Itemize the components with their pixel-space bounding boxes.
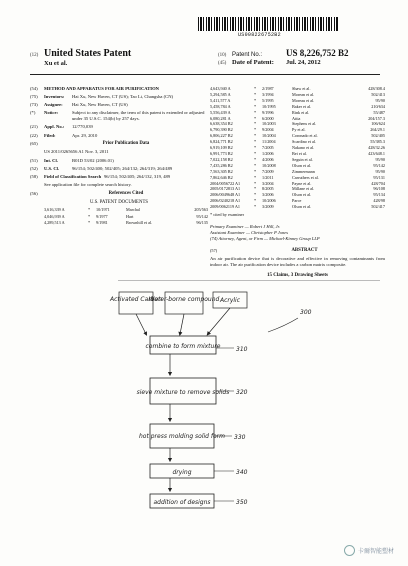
svg-text:combine to form mixture: combine to form mixture — [145, 343, 221, 350]
reference-row: 7,862,646 B2 * 1/2011 Carruthers et al. 95/131 — [210, 174, 385, 180]
examiner-line: Primary Examiner — Robert J Hill, Jr. — [210, 223, 280, 229]
barcode — [198, 17, 338, 31]
us-patent-docs-heading: U.S. PATENT DOCUMENTS — [89, 200, 149, 206]
reference-row: 2009/0062119 A1 * 3/2009 Olson et al. 502/417 — [210, 204, 385, 210]
reference-row: 6,919,109 B2 * 7/2005 Nakano et al. 428/32.26 — [210, 145, 385, 151]
field-label: Int. Cl. — [44, 157, 58, 163]
step-ref: 330 — [234, 434, 246, 441]
wechat-icon — [344, 545, 355, 556]
right-column — [210, 86, 385, 278]
field-label: Inventors: — [44, 94, 65, 100]
header-rule — [30, 74, 380, 75]
reference-row: 6,790,390 B2 * 9/2004 Py et al. 264/29.1 — [210, 127, 385, 133]
prior-pub-row: (65) Prior Publication Data — [30, 140, 150, 146]
step-hot-press — [139, 424, 246, 448]
field-value: B01D 53/02 (2006.01) — [72, 157, 114, 163]
inventor-line: Xu et al. — [44, 60, 68, 67]
drawing-divider — [118, 280, 380, 281]
field-label: Notice: — [44, 110, 59, 116]
examiner-line: (74) Attorney, Agent, or Firm — Michael-Kinney Group LLP — [210, 235, 320, 241]
code-10: (10) — [218, 53, 227, 58]
examiner-line: Assistant Examiner — Christopher P Jones — [210, 229, 289, 235]
reference-row: 6,991,773 B2 * 1/2006 Bei et al. 423/648.1 — [210, 150, 385, 156]
left-column — [30, 86, 208, 226]
reference-row: 6,824,771 B2 * 11/2004 Scardino et al. 55/385.3 — [210, 139, 385, 145]
field-row: (73) Assignee: Hai Xu, New Haven, CT (US) — [30, 102, 208, 108]
field-row: (51) Int. Cl. B01D 53/02 (2006.01) — [30, 158, 208, 164]
input-box-acrylic — [213, 292, 247, 308]
step-designs — [150, 494, 248, 508]
date-label: Date of Patent: — [232, 59, 274, 66]
header-right — [218, 48, 388, 66]
reference-row: 2006/0049648 A1 * 3/2006 Olson et al. 95/134 — [210, 192, 385, 198]
field-value: 96/154; 502/405; 264/132, 319, 489 — [104, 174, 171, 180]
reference-row: 5,458,784 A * 10/1995 Baker et al. 210/634 — [210, 103, 385, 109]
reference-row: 2006/0240218 A1 * 10/2006 Parce 428/98 — [210, 198, 385, 204]
header-left — [30, 48, 210, 67]
field-row: (52) U.S. Cl. 96/154; 502/400; 502/405; 264/132; 264/319; 264/489 — [30, 166, 208, 172]
field-label: Assignee: — [44, 102, 63, 108]
field-value: 96/154; 502/400; 502/405; 264/132; 264/319; 264/489 — [72, 165, 173, 171]
reference-row: 6,080,281 A * 6/2000 Attia 204/157.3 — [210, 115, 385, 121]
claims-summary: 15 Claims, 3 Drawing Sheets — [267, 272, 328, 278]
barcode-number: US008226752B2 — [238, 32, 281, 38]
field-value: Hai Xu, New Haven, CT (US) — [72, 102, 128, 108]
svg-text:addition of designs: addition of designs — [153, 499, 211, 506]
field-value: METHOD AND APPARATUS FOR AIR PURIFICATION — [44, 86, 159, 91]
reference-row: 5,294,585 A * 3/1994 Morean et al. 502/413 — [210, 91, 385, 97]
step-ref: 310 — [236, 346, 248, 353]
references-header: (56) References Cited — [30, 191, 144, 197]
patent-no-label: Patent No.: — [232, 52, 263, 58]
field-row: (22) Filed: Apr. 29, 2010 — [30, 133, 208, 139]
field-label: Filed: — [44, 132, 56, 138]
field-value: Apr. 29, 2010 — [72, 132, 98, 138]
reference-row: 3,616,339 A * 10/1971 Marchal 205/563 — [44, 207, 208, 213]
step-ref: 350 — [236, 499, 248, 506]
svg-text:hot press molding solid form: hot press molding solid form — [139, 433, 225, 440]
field-row: (*) Notice: Subject to any disclaimer, the term of this patent is extended or adjusted under 35 U.S.C. 154(b) by 257 days. — [30, 110, 208, 122]
step-ref: 340 — [236, 469, 248, 476]
field-row: (21) Appl. No.: 12/770,039 — [30, 124, 208, 130]
code-12: (12) — [30, 53, 39, 58]
field-row: (58) Field of Classification Search 96/154; 502/405; 264/132, 319, 489 — [30, 174, 208, 180]
step-drying — [150, 464, 248, 478]
field-value: Subject to any disclaimer, the term of this patent is extended or adjusted under 35 U.S.C. 154(b) by 257 days. — [72, 110, 205, 122]
watermark: 卡爾智能塑材 — [344, 545, 394, 556]
field-label: Field of Classification Search — [44, 174, 102, 180]
input-label: Water-borne compound — [148, 296, 220, 303]
code-45: (45) — [218, 61, 227, 66]
reference-row: 6,638,354 B2 * 10/2003 Stephens et al. 106/624 — [210, 121, 385, 127]
reference-row: 6,806,227 B2 * 10/2004 Coronado et al. 502/405 — [210, 133, 385, 139]
reference-row: 2004/0056722 A1 * 3/2004 Payne et al. 428/704 — [210, 180, 385, 186]
reference-row: 7,563,305 B2 * 7/2009 Zimmermann 95/90 — [210, 168, 385, 174]
field-label: Appl. No.: — [44, 124, 65, 130]
step-ref: 320 — [236, 389, 248, 396]
reference-row: 5,411,577 A * 5/1995 Moreau et al. 95/90 — [210, 97, 385, 103]
cited-by-examiner: * cited by examiner — [210, 212, 245, 218]
input-box-carbon — [109, 292, 162, 314]
reference-row: 4,289,513 A * 9/1981 Brownhill et al. 96/135 — [44, 219, 208, 225]
abstract-header: (57) ABSTRACT — [210, 247, 318, 253]
field-row — [30, 182, 208, 188]
patent-number: US 8,226,752 B2 — [286, 48, 349, 58]
svg-text:sieve mixture to remove solids: sieve mixture to remove solids — [136, 389, 230, 396]
patent-date: Jul. 24, 2012 — [286, 59, 321, 66]
input-label: Acrylic — [219, 297, 241, 304]
field-row: (75) Inventors: Hai Xu, New Haven, CT (US); Tao Li, Changsha (CN) — [30, 94, 208, 100]
reference-row: 4,046,939 A * 9/1977 Hart 95/142 — [44, 213, 208, 219]
input-box-compound — [149, 292, 220, 314]
step-sieve — [137, 378, 248, 404]
field-value: See application file for complete search history. — [44, 182, 132, 188]
field-value: 12/770,039 — [72, 124, 93, 130]
field-row: (54) METHOD AND APPARATUS FOR AIR PURIFICATION — [30, 86, 208, 92]
abstract-text: An air purification device that is decorative and effective in removing contaminants from indoor air. The air purification device includes a carbon matrix composite. — [210, 255, 385, 267]
reference-row: 7,435,286 B2 * 10/2008 Olson et al. 95/142 — [210, 162, 385, 168]
reference-row: 2005/0172813 A1 * 8/2005 Millane et al. 96/108 — [210, 186, 385, 192]
field-label: U.S. Cl. — [44, 165, 60, 171]
reference-row: 7,022,158 B2 * 4/2006 Seguin et al. 95/90 — [210, 156, 385, 162]
reference-row: 5,556,439 A * 9/1996 Rink et al. 55/487 — [210, 109, 385, 115]
patent-type-title: United States Patent — [44, 48, 132, 59]
field-value: Hai Xu, New Haven, CT (US); Tao Li, Changsha (CN) — [72, 94, 174, 100]
input-label: Activated Carbon — [109, 296, 163, 303]
reference-row: 4,643,940 A * 2/1987 Shaw et al. 428/308.4 — [210, 86, 385, 91]
prior-pub-value: US 2011/0265656 A1 Nov. 3, 2011 — [44, 148, 109, 154]
svg-text:drying: drying — [172, 469, 192, 476]
figure-ref: 300 — [300, 309, 312, 316]
step-combine — [146, 336, 248, 354]
